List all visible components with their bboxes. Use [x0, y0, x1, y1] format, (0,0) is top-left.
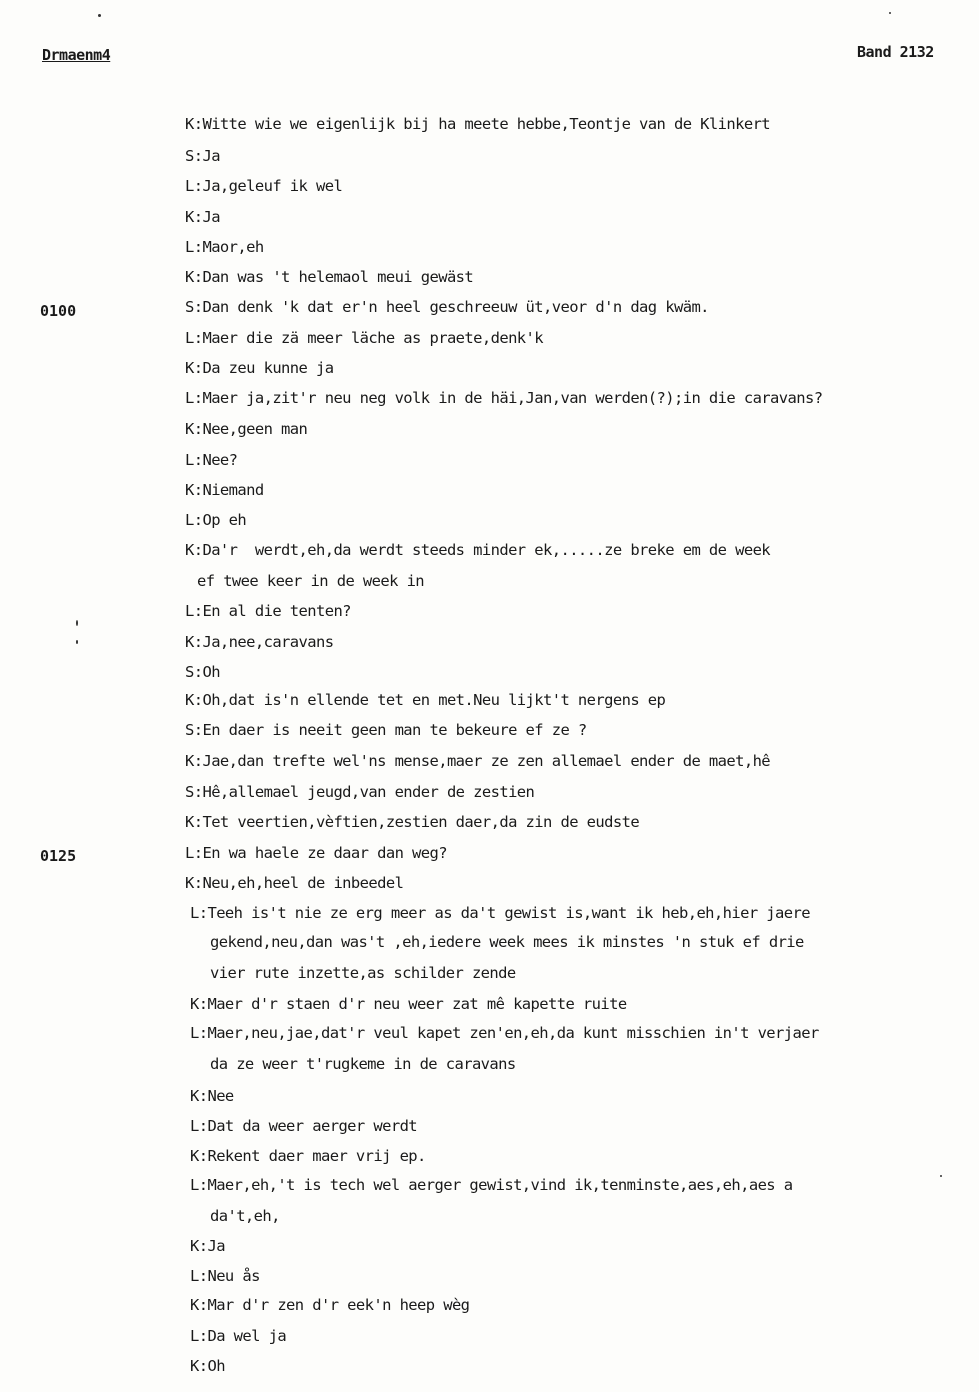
transcript-line: K:Oh	[190, 1357, 225, 1375]
transcript-line: L:Nee?	[185, 451, 238, 469]
transcript-line: S:Oh	[185, 663, 220, 681]
transcript-line: S:En daer is neeit geen man te bekeure ef ze ?	[185, 721, 587, 739]
transcript-line: K:Ja,nee,caravans	[185, 633, 334, 651]
transcript-line: L:En al die tenten?	[185, 602, 351, 620]
transcript-line: S:Dan denk 'k dat er'n heel geschreeuw üt,veor d'n dag kwäm.	[185, 298, 709, 316]
transcript-line: K:Mar d'r zen d'r eek'n heep wèg	[190, 1296, 470, 1314]
transcript-line: K:Ja	[185, 208, 220, 226]
transcript-line: K:Neu,eh,heel de inbeedel	[185, 874, 404, 892]
transcript-line: L:Da wel ja	[190, 1327, 287, 1345]
margin-counter: 0100	[40, 302, 77, 320]
scan-speck	[76, 620, 78, 626]
transcript-line: K:Da'r werdt,eh,da werdt steeds minder ek,.....ze breke em de week	[185, 541, 771, 559]
transcript-line: K:Nee,geen man	[185, 420, 308, 438]
transcript-line: K:Jae,dan trefte wel'ns mense,maer ze zen allemael ender de maet,hê	[185, 752, 771, 770]
margin-counter: 0125	[40, 847, 77, 865]
transcript-line: K:Dan was 't helemaol meui gewäst	[185, 268, 474, 286]
transcript-line: S:Hê,allemael jeugd,van ender de zestien	[185, 783, 535, 801]
transcript-line: K:Tet veertien,vèftien,zestien daer,da zin de eudste	[185, 813, 640, 831]
transcript-line: K:Niemand	[185, 481, 264, 499]
document-title: Drmaenm4	[42, 46, 111, 64]
transcript-line: L:Ja,geleuf ik wel	[185, 177, 343, 195]
scan-speck	[76, 640, 78, 644]
transcript-line: K:Nee	[190, 1087, 234, 1105]
transcript-line: L:Dat da weer aerger werdt	[190, 1117, 418, 1135]
transcript-line: K:Maer d'r staen d'r neu weer zat mê kapette ruite	[190, 995, 627, 1013]
transcript-line: L:Maer die zä meer läche as praete,denk'k	[185, 329, 544, 347]
transcript-line: K:Witte wie we eigenlijk bij ha meete hebbe,Teontje van de Klinkert	[185, 115, 771, 133]
transcript-line: S:Ja	[185, 147, 220, 165]
scan-speck	[889, 12, 891, 14]
transcript-line: da ze weer t'rugkeme in de caravans	[210, 1055, 516, 1073]
transcript-line: L:Maer,neu,jae,dat'r veul kapet zen'en,eh,da kunt misschien in't verjaer	[190, 1024, 819, 1042]
transcript-line: L:Neu ås	[190, 1267, 260, 1285]
tape-number: Band 2132	[857, 43, 934, 61]
transcript-line: L:Maer ja,zit'r neu neg volk in de häi,Jan,van werden(?);in die caravans?	[185, 389, 823, 407]
transcript-line: K:Oh,dat is'n ellende tet en met.Neu lijkt't nergens ep	[185, 691, 666, 709]
transcript-line: K:Da zeu kunne ja	[185, 359, 334, 377]
scan-speck	[940, 1175, 942, 1177]
transcript-line: gekend,neu,dan was't ,eh,iedere week mees ik minstes 'n stuk ef drie	[210, 933, 804, 951]
transcript-line: L:En wa haele ze daar dan weg?	[185, 844, 447, 862]
transcript-line: vier rute inzette,as schilder zende	[210, 964, 516, 982]
transcript-line: L:Maer,eh,'t is tech wel aerger gewist,vind ik,tenminste,aes,eh,aes a	[190, 1176, 793, 1194]
transcript-line: L:Teeh is't nie ze erg meer as da't gewist is,want ik heb,eh,hier jaere	[190, 904, 810, 922]
transcript-line: L:Maor,eh	[185, 238, 264, 256]
scan-speck	[98, 14, 101, 17]
transcript-line: ef twee keer in de week in	[197, 572, 425, 590]
transcript-line: K:Ja	[190, 1237, 225, 1255]
transcript-line: K:Rekent daer maer vrij ep.	[190, 1147, 426, 1165]
transcript-line: L:Op eh	[185, 511, 247, 529]
transcript-line: da't,eh,	[210, 1207, 280, 1225]
